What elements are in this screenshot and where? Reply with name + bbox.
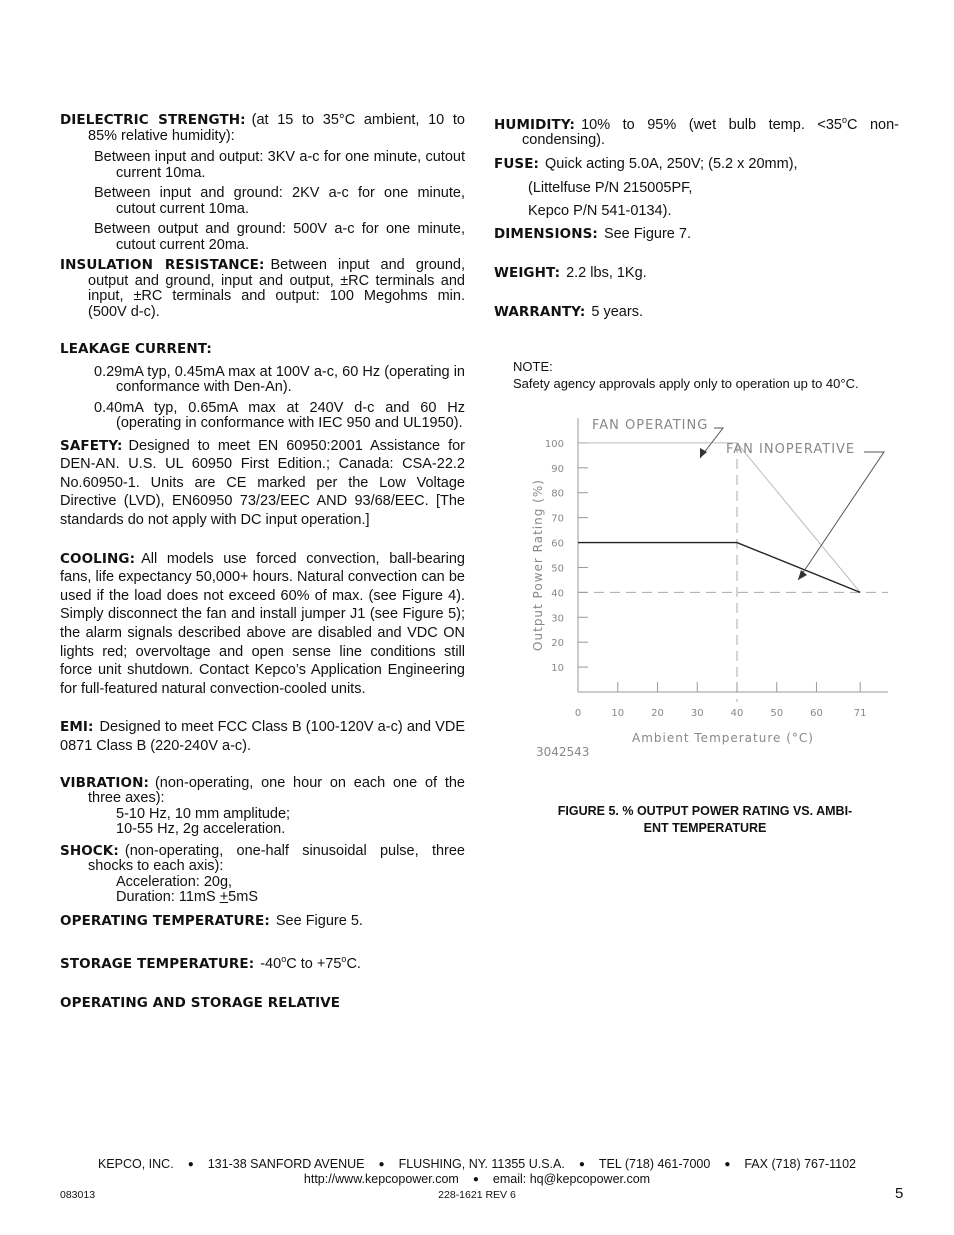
y-tick-label: 50 <box>551 563 564 575</box>
leakage-heading: LEAKAGE CURRENT: <box>60 341 212 357</box>
x-tick-label: 60 <box>810 708 823 719</box>
right-column <box>494 113 899 327</box>
humidity-heading: HUMIDITY: <box>494 116 576 133</box>
footer-company: KEPCO, INC. <box>97 1157 174 1171</box>
x-tick-label: 10 <box>611 708 625 719</box>
footer-web[interactable]: http://www.kepcopower.com <box>303 1172 459 1186</box>
bullet-icon: ● <box>378 1159 385 1170</box>
leakage-item: 0.40mA typ, 0.65mA max at 240V d-c and 60 Hz (operating in conformance with IEC 950 and UL1950). <box>94 399 465 432</box>
vibration: VIBRATION: (non-operating, one hour on each one of the three axes): <box>60 774 465 806</box>
relative-humidity-heading: OPERATING AND STORAGE RELATIVE <box>60 994 341 1011</box>
storage-temp-heading: STORAGE TEMPERATURE: <box>60 955 255 972</box>
dielectric-item: Between input and output: 3KV a-c for one minute, cutout current 10ma. <box>94 149 465 181</box>
footer-tel: TEL (718) 461-7000 <box>598 1157 711 1171</box>
bullet-icon: ● <box>187 1159 194 1170</box>
bullet-icon: ● <box>472 1174 479 1185</box>
series-line-fan-operating <box>578 443 860 592</box>
weight: WEIGHT: 2.2 lbs, 1Kg. <box>494 265 647 282</box>
weight-heading: WEIGHT: <box>494 265 561 282</box>
footer-contact <box>0 1172 954 1186</box>
safety: SAFETY: Designed to meet EN 60950:2001 Assistance for DEN-AN. U.S. UL 60950 First Edition.; Canada: CSA-22.2 No.60950-1. Units are CE marked per the Low Voltage Directive (LVD), EN60950 73/23/EEC AND 93/68/EEC. [The standards do not apply with DC input operation.] <box>60 437 465 528</box>
leader-fan-inoperative <box>798 452 884 580</box>
y-tick-label: 40 <box>551 588 564 600</box>
figure-caption: FIGURE 5. % OUTPUT POWER RATING VS. AMBI- ENT TEMPERATURE <box>557 804 853 835</box>
emi-heading: EMI: <box>60 719 94 736</box>
date-code: 083013 <box>60 1189 96 1201</box>
insulation-resistance: INSULATION RESISTANCE: Between input and ground, output and ground, input and output, ±RC terminals and input, ±RC terminals and output: 100 Megohms min. (500V d-c). <box>60 257 466 320</box>
safety-heading: SAFETY: <box>60 437 123 454</box>
doc-number: 228-1621 REV 6 <box>438 1189 516 1201</box>
legend-fan-inoperative: FAN INOPERATIVE <box>726 442 856 457</box>
dimensions: DIMENSIONS: See Figure 7. <box>494 226 691 243</box>
dielectric-heading: DIELECTRIC STRENGTH: <box>60 112 246 128</box>
footer-email[interactable]: email: hq@kepcopower.com <box>492 1172 651 1186</box>
y-axis-label: Output Power Rating (%) <box>531 479 545 651</box>
safety-note <box>513 358 859 392</box>
legend-fan-operating: FAN OPERATING <box>592 418 709 433</box>
emi: EMI: Designed to meet FCC Class B (100-120V a-c) and VDE 0871 Class B (220-240V a-c). <box>60 719 465 754</box>
leakage-item: 0.29mA typ, 0.45mA max at 100V a-c, 60 Hz (operating in conformance with Den-An). <box>94 363 465 396</box>
cooling-heading: COOLING: <box>60 550 136 567</box>
x-tick-label: 30 <box>690 708 704 719</box>
y-tick-label: 20 <box>551 638 564 650</box>
page-number: 5 <box>895 1185 904 1202</box>
warranty-heading: WARRANTY: <box>494 303 586 320</box>
y-tick-label: 100 <box>544 438 564 450</box>
operating-temp-heading: OPERATING TEMPERATURE: <box>60 912 270 929</box>
x-axis-label: Ambient Temperature (°C) <box>632 731 814 745</box>
y-tick-label: 10 <box>551 663 564 675</box>
x-tick-label: 20 <box>651 708 664 719</box>
y-tick-label: 80 <box>551 488 564 500</box>
dielectric-item: Between input and ground: 2KV a-c for one minute, cutout current 10ma. <box>94 185 465 217</box>
y-tick-label: 60 <box>551 538 564 550</box>
drawing-number: 3042543 <box>536 745 590 759</box>
footer-address-street: 131-38 SANFORD AVENUE <box>207 1157 365 1171</box>
storage-temperature: STORAGE TEMPERATURE: -40$^o$C to $+75^oC$. <box>60 954 361 972</box>
bullet-icon: ● <box>578 1159 585 1170</box>
note-label: NOTE: <box>513 359 553 374</box>
vibration-lines: 5-10 Hz, 10 mm amplitude; 10-55 Hz, 2g acceleration. <box>116 805 291 837</box>
y-tick-label: 70 <box>551 513 564 525</box>
x-tick-label: 40 <box>730 708 744 719</box>
operating-temperature: OPERATING TEMPERATURE: See Figure 5. <box>60 912 363 929</box>
x-tick-label: 0 <box>574 708 582 719</box>
note-text: Safety agency approvals apply only to operation up to 40°C. <box>513 376 859 391</box>
x-tick-label: 50 <box>770 708 784 719</box>
humidity: HUMIDITY: 10% to 95% (wet bulb temp. $<35^oC$ non-condensing). <box>494 115 899 149</box>
y-tick-label: 90 <box>551 463 564 475</box>
vibration-heading: VIBRATION: <box>60 774 149 791</box>
dielectric-item: Between output and ground: 500V a-c for one minute, cutout current 20ma. <box>94 221 465 253</box>
bullet-icon: ● <box>724 1159 731 1170</box>
arrow-icon <box>798 570 807 580</box>
footer-city: FLUSHING, NY. 11355 U.S.A. <box>398 1157 565 1171</box>
dielectric-strength: DIELECTRIC STRENGTH: (at 15 to 35°C ambient, 10 to 85% relative humidity): <box>60 112 465 144</box>
leakage-current <box>60 340 465 359</box>
shock-heading: SHOCK: <box>60 842 119 859</box>
x-tick-label: 71 <box>853 708 867 719</box>
fuse-heading: FUSE: <box>494 155 540 172</box>
footer-address <box>0 1157 954 1171</box>
left-column <box>60 113 465 1018</box>
shock-lines: Acceleration: 20g, Duration: 11mS +5mS <box>116 873 258 905</box>
shock: SHOCK: (non-operating, one-half sinusoidal pulse, three shocks to each axis): <box>60 842 465 874</box>
insulation-heading: INSULATION RESISTANCE: <box>60 257 265 273</box>
y-tick-label: 30 <box>551 613 564 625</box>
footer-fax: FAX (718) 767-1102 <box>744 1157 857 1171</box>
cooling: COOLING: All models use forced convection, ball-bearing fans, life expectancy 50,000+ hours. Natural convection can be used if the load does not exceed 60% of max. (see Figure 4). Simply disconnect the fan and install jumper J1 (see Figure 5); the alarm signals described above are disabled and VDC ON lights red; overvoltage and open sense line conditions still force unit shutdown. Contact Kepco’s Application Engineering for full-featured natural convection-cooled units. <box>60 550 465 697</box>
warranty: WARRANTY: 5 years. <box>494 303 643 320</box>
power-derating-chart <box>528 410 898 770</box>
fuse: FUSE: Quick acting 5.0A, 250V; (5.2 x 20mm), <box>494 155 798 172</box>
dimensions-heading: DIMENSIONS: <box>494 226 598 243</box>
fuse-part-numbers: (Littelfuse P/N 215005PF, Kepco P/N 541-0134). <box>528 180 693 220</box>
